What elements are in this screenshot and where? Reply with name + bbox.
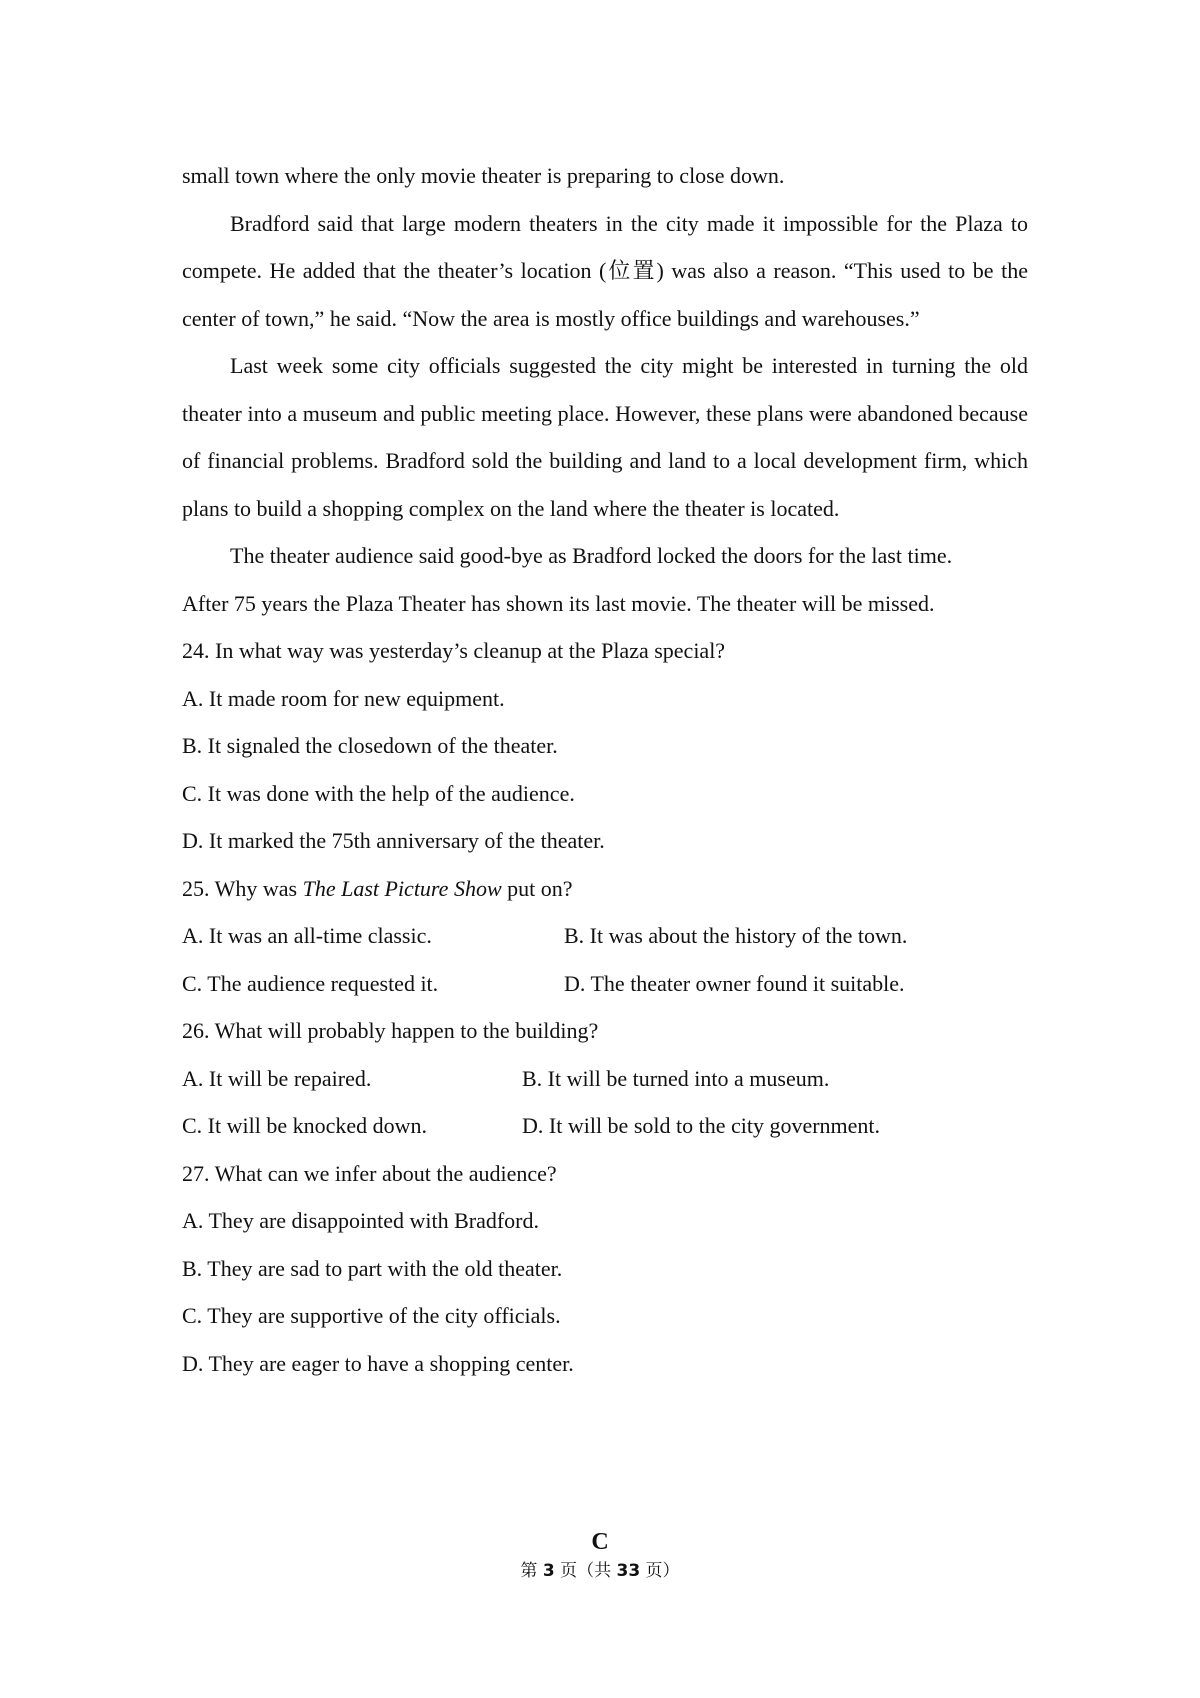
option-a: A. They are disappointed with Bradford. <box>182 1208 540 1233</box>
option-c: C. It will be knocked down. <box>182 1113 428 1138</box>
question-26 <box>182 1007 1028 1150</box>
page-prefix: 第 <box>520 1561 543 1581</box>
option-d: D. They are eager to have a shopping center. <box>182 1350 574 1376</box>
page-number <box>0 1557 1200 1585</box>
option-b: B. It will be turned into a museum. <box>522 1065 830 1091</box>
option-d: D. It will be sold to the city government. <box>522 1113 881 1138</box>
option-c: C. It was done with the help of the audience. <box>182 780 575 806</box>
option-d: D. It marked the 75th anniversary of the theater. <box>182 828 605 853</box>
page-content <box>182 152 1028 1387</box>
paragraph-bradford-reasons: Bradford said that large modern theaters in the city made it impossible for the Plaza to compete. He added that the theater’s location (位置) was also a reason. “This used to be the center of town,” he said. “Now the area is mostly office buildings and warehouses.” <box>182 210 1028 331</box>
stem-text-end: put on? <box>501 875 573 901</box>
stem-text: 25. Why was <box>182 875 303 901</box>
question-27 <box>182 1150 1028 1388</box>
paragraph-city-plans: Last week some city officials suggested the city might be interested in turning the old theater into a museum and public meeting place. However, these plans were abandoned because of financial problems. Bradford sold the building and land to a local development firm, which plans to build a shopping complex on the land where the theater is located. <box>182 353 1028 521</box>
option-b: B. They are sad to part with the old theater. <box>182 1255 563 1281</box>
question-stem: 26. What will probably happen to the building? <box>182 1018 599 1043</box>
options-row <box>182 1055 1028 1103</box>
section-heading: C <box>591 1529 609 1555</box>
question-25 <box>182 865 1028 1008</box>
question-24 <box>182 627 1028 865</box>
option-c: C. They are supportive of the city officials. <box>182 1303 561 1328</box>
options-row <box>182 912 1028 960</box>
question-stem: 27. What can we infer about the audience? <box>182 1160 557 1186</box>
option-a: A. It was an all-time classic. <box>182 923 432 948</box>
question-stem: 24. In what way was yesterday’s cleanup at the Plaza special? <box>182 638 726 663</box>
total-pages: 33 <box>616 1561 641 1581</box>
paragraph-goodbye-line1: The theater audience said good-bye as Bradford locked the doors for the last time. <box>230 543 953 568</box>
option-b: B. It signaled the closedown of the theater. <box>182 733 558 758</box>
movie-title: The Last Picture Show <box>302 875 502 901</box>
option-c: C. The audience requested it. <box>182 970 439 996</box>
option-a: A. It made room for new equipment. <box>182 685 505 711</box>
current-page: 3 <box>542 1561 555 1581</box>
options-row <box>182 960 1028 1008</box>
options-row <box>182 1102 1028 1150</box>
option-d: D. The theater owner found it suitable. <box>564 970 905 996</box>
paragraph-continuation: small town where the only movie theater is preparing to close down. <box>182 163 785 188</box>
paragraph-goodbye-line2: After 75 years the Plaza Theater has shown its last movie. The theater will be missed. <box>182 590 935 616</box>
option-b: B. It was about the history of the town. <box>564 923 908 948</box>
page-middle: 页（共 <box>554 1561 617 1581</box>
question-stem <box>182 865 1028 913</box>
option-a: A. It will be repaired. <box>182 1065 372 1091</box>
page-suffix: 页） <box>640 1561 680 1581</box>
